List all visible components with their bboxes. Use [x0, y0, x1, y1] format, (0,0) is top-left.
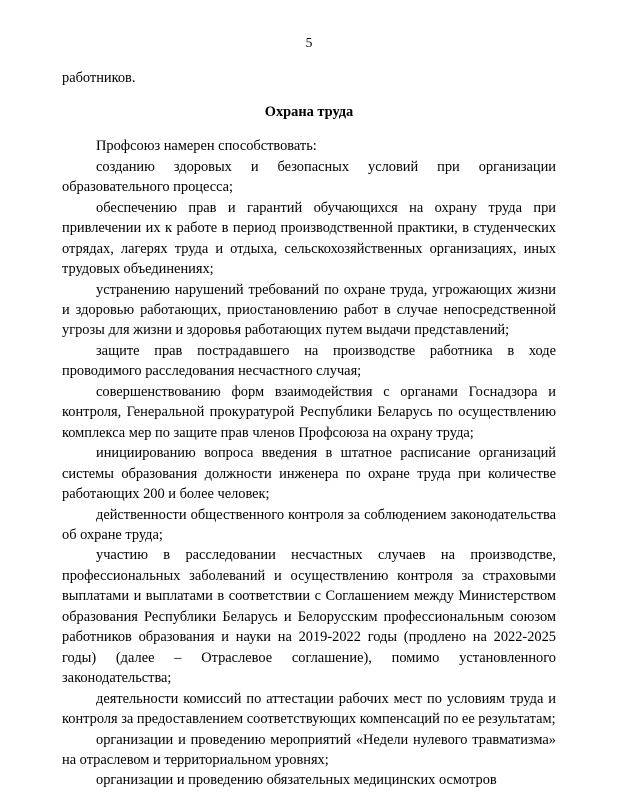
paragraph-intro: Профсоюз намерен способствовать:: [96, 138, 317, 155]
paragraph-item: обеспечению прав и гарантий обучающихся на охрану труда при привлечении их к работе в период производственной практики, в студенческих отрядах, лагерях труда и отдыха, сельскохозяйственных организациях, иных трудовых объединениях;: [62, 199, 556, 278]
paragraph-item: участию в расследовании несчастных случаев на производстве, профессиональных заболеваний и осуществлению контроля за страховыми выплатами и выплатами в соответствии с Соглашением между Министерством образования Республики Беларусь и Белорусским профессиональным союзом работников образования и науки на 2019-2022 годы (продлено на 2022-2025 годы) (далее – Отраслевое соглашение), помимо установленного законодательства;: [62, 547, 556, 687]
paragraph-item: устранению нарушений требований по охране труда, угрожающих жизни и здоровью работающих, приостановлению работ в случае непосредственной угрозы для жизни и здоровья работающих путем выдачи представлений;: [62, 281, 556, 339]
paragraph-item: созданию здоровых и безопасных условий при организации образовательного процесса;: [62, 158, 556, 196]
paragraph-item: деятельности комиссий по аттестации рабочих мест по условиям труда и контроля за предоставлением соответствующих компенсаций по ее результатам;: [62, 690, 556, 728]
paragraph-item: организации и проведению мероприятий «Недели нулевого травматизма» на отраслевом и территориальном уровнях;: [62, 731, 556, 768]
section-heading: Охрана труда: [264, 103, 354, 120]
paragraph-continuation: работников.: [62, 69, 136, 86]
paragraph-item: защите прав пострадавшего на производстве работника в ходе проводимого расследования несчастного случая;: [62, 342, 556, 380]
document-body: [62, 68, 556, 791]
page-number: 5: [305, 35, 313, 50]
paragraph-item: инициированию вопроса введения в штатное расписание организаций системы образования должности инженера по охране труда при количестве работающих 200 и более человек;: [62, 445, 556, 503]
paragraph-item: действенности общественного контроля за соблюдением законодательства об охране труда;: [62, 506, 556, 544]
paragraph-item: организации и проведению обязательных медицинских осмотров: [96, 772, 497, 789]
paragraph-item: совершенствованию форм взаимодействия с органами Госнадзора и контроля, Генеральной прокуратурой Республики Беларусь по осуществлению комплекса мер по защите прав членов Профсоюза на охрану труда;: [62, 383, 556, 441]
